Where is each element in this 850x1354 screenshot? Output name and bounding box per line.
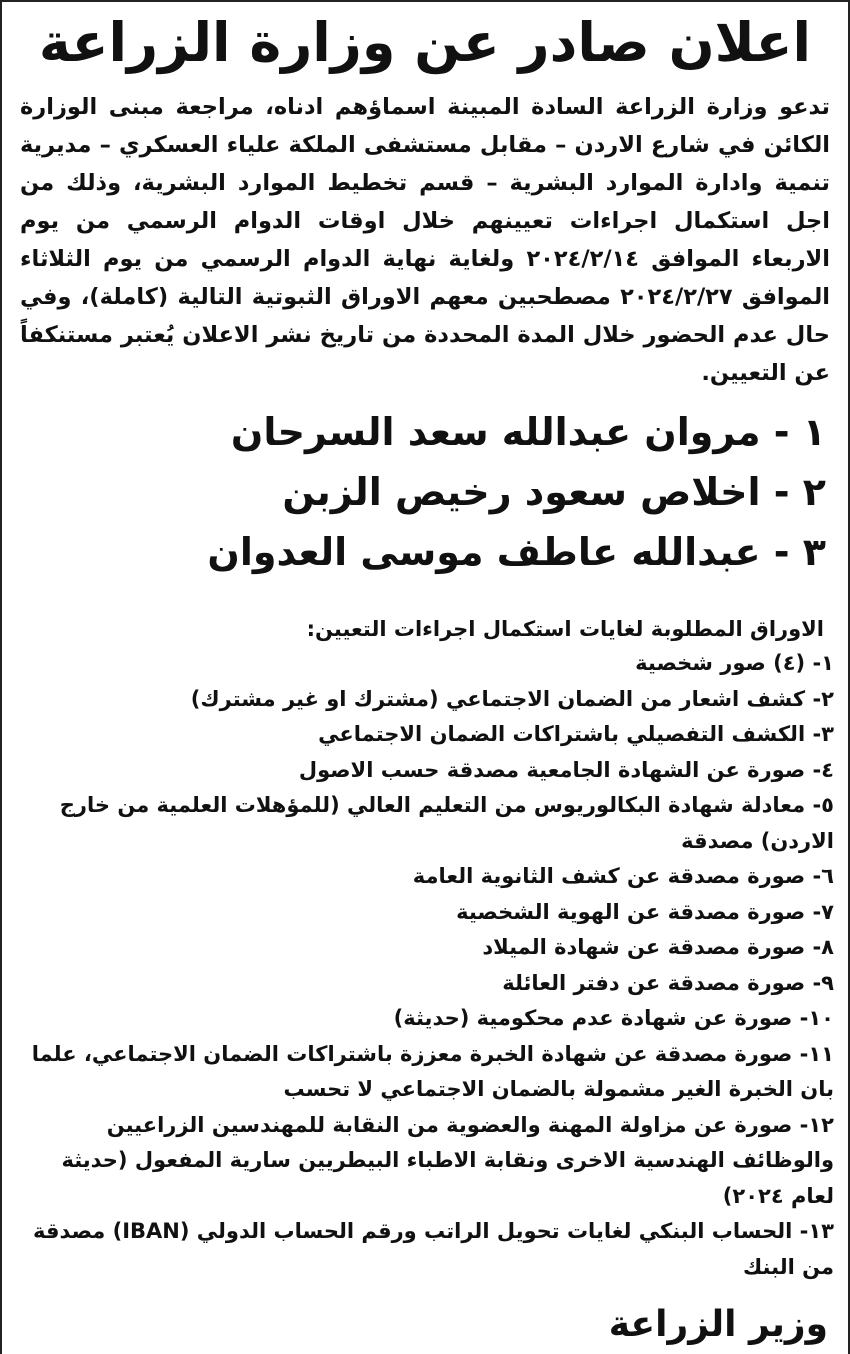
- document-item: ٢- كشف اشعار من الضمان الاجتماعي (مشترك او غير مشترك): [190, 686, 834, 711]
- document-item: ١- (٤) صور شخصية: [635, 651, 834, 675]
- documents-list: [16, 646, 834, 1285]
- document-item: ٤- صورة عن الشهادة الجامعية مصدقة حسب الاصول: [298, 757, 834, 782]
- document-item: ١٠- صورة عن شهادة عدم محكومية (حديثة): [393, 1006, 834, 1030]
- announcement-title: اعلان صادر عن وزارة الزراعة: [38, 11, 812, 74]
- document-item: ٦- صورة مصدقة عن كشف الثانوية العامة: [412, 864, 834, 888]
- name-item: ١ - مروان عبدالله سعد السرحان: [230, 410, 826, 454]
- document-item: ١١- صورة مصدقة عن شهادة الخبرة معززة باشتراكات الضمان الاجتماعي، علما بان الخبرة الغير مشمولة بالضمان الاجتماعي لا تحسب: [31, 1041, 834, 1101]
- documents-heading: الاوراق المطلوبة لغايات استكمال اجراءات التعيين:: [306, 617, 824, 641]
- document-item: ٩- صورة مصدقة عن دفتر العائلة: [502, 970, 834, 995]
- document-item: ١٢- صورة عن مزاولة المهنة والعضوية من النقابة للمهندسين الزراعيين والوظائف الهندسية الاخرى ونقابة الاطباء البيطريين سارية المفعول (حديثة لعام ٢٠٢٤): [61, 1112, 834, 1208]
- name-item: ٣ - عبدالله عاطف موسى العدوان: [207, 530, 826, 574]
- document-item: ١٣- الحساب البنكي لغايات تحويل الراتب ورقم الحساب الدولي (IBAN) مصدقة من البنك: [32, 1219, 834, 1279]
- name-item: ٢ - اخلاص سعود رخيص الزبن: [282, 470, 826, 514]
- document-item: ٣- الكشف التفصيلي باشتراكات الضمان الاجتماعي: [318, 722, 834, 746]
- minister-signature: وزير الزراعة: [608, 1304, 828, 1345]
- required-documents: [16, 612, 834, 1285]
- intro-paragraph: تدعو وزارة الزراعة السادة المبينة اسماؤهم ادناه، مراجعة مبنى الوزارة الكائن في شارع الاردن – مقابل مستشفى الملكة علياء العسكري – مديرية تنمية وادارة الموارد البشرية – قسم تخطيط الموارد البشرية، وذلك من اجل استكمال اجراءات تعيينهم خلال اوقات الدوام الرسمي من يوم الاربعاء الموافق ٢٠٢٤/٢/١٤ ولغاية نهاية الدوام الرسمي من يوم الثلاثاء الموافق ٢٠٢٤/٢/٢٧ مصطحبين معهم الاوراق الثبوتية التالية (كاملة)، وفي حال عدم الحضور خلال المدة المحددة من تاريخ نشر الاعلان يُعتبر مستنكفاً عن التعيين.: [20, 94, 831, 386]
- document-item: ٨- صورة مصدقة عن شهادة الميلاد: [482, 935, 834, 959]
- names-list: [24, 402, 826, 582]
- document-item: ٥- معادلة شهادة البكالوريوس من التعليم العالي (للمؤهلات العلمية من خارج الاردن) مصدقة: [59, 793, 834, 853]
- document-item: ٧- صورة مصدقة عن الهوية الشخصية: [456, 899, 834, 924]
